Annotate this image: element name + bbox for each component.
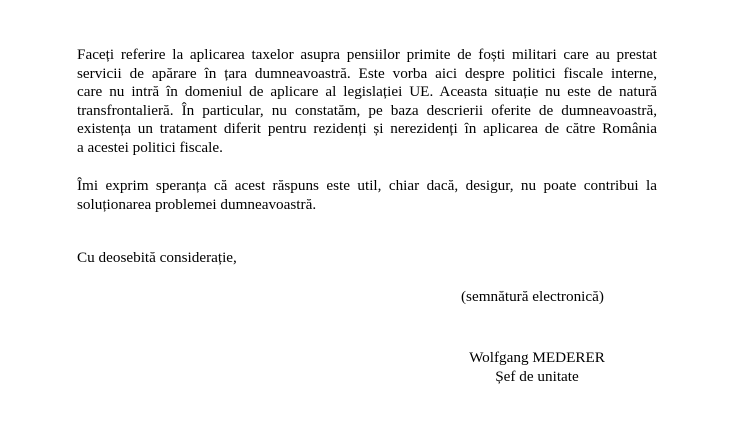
body-paragraph-2 xyxy=(77,177,657,214)
paragraph-line: transfrontalieră. În particular, nu constatăm, pe baza descrierii oferite de dumneavoastră, xyxy=(77,101,657,119)
paragraph-line: existența un tratament diferit pentru rezidenți și nerezidenți în aplicarea de către România xyxy=(77,120,657,138)
paragraph-line: Îmi exprim speranța că acest răspuns este util, chiar dacă, desigur, nu poate contribui la xyxy=(77,177,657,194)
signer-title: Șef de unitate xyxy=(495,368,579,385)
electronic-signature-note: (semnătură electronică) xyxy=(461,288,604,305)
signer-block xyxy=(440,348,634,386)
paragraph-line: Faceți referire la aplicarea taxelor asupra pensiilor primite de foști militari care au prestat xyxy=(77,46,657,63)
paragraph-line: care nu intră în domeniul de aplicare al legislației UE. Aceasta situație nu este de natură xyxy=(77,83,657,101)
signer-name: Wolfgang MEDERER xyxy=(469,349,605,366)
body-paragraph-1 xyxy=(77,46,657,158)
paragraph-line: a acestei politici fiscale. xyxy=(77,138,223,156)
closing-salutation: Cu deosebită considerație, xyxy=(77,249,237,266)
paragraph-line: servicii de apărare în țara dumneavoastră. Este vorba aici despre politici fiscale interne, xyxy=(77,64,657,82)
paragraph-line: soluționarea problemei dumneavoastră. xyxy=(77,195,317,213)
